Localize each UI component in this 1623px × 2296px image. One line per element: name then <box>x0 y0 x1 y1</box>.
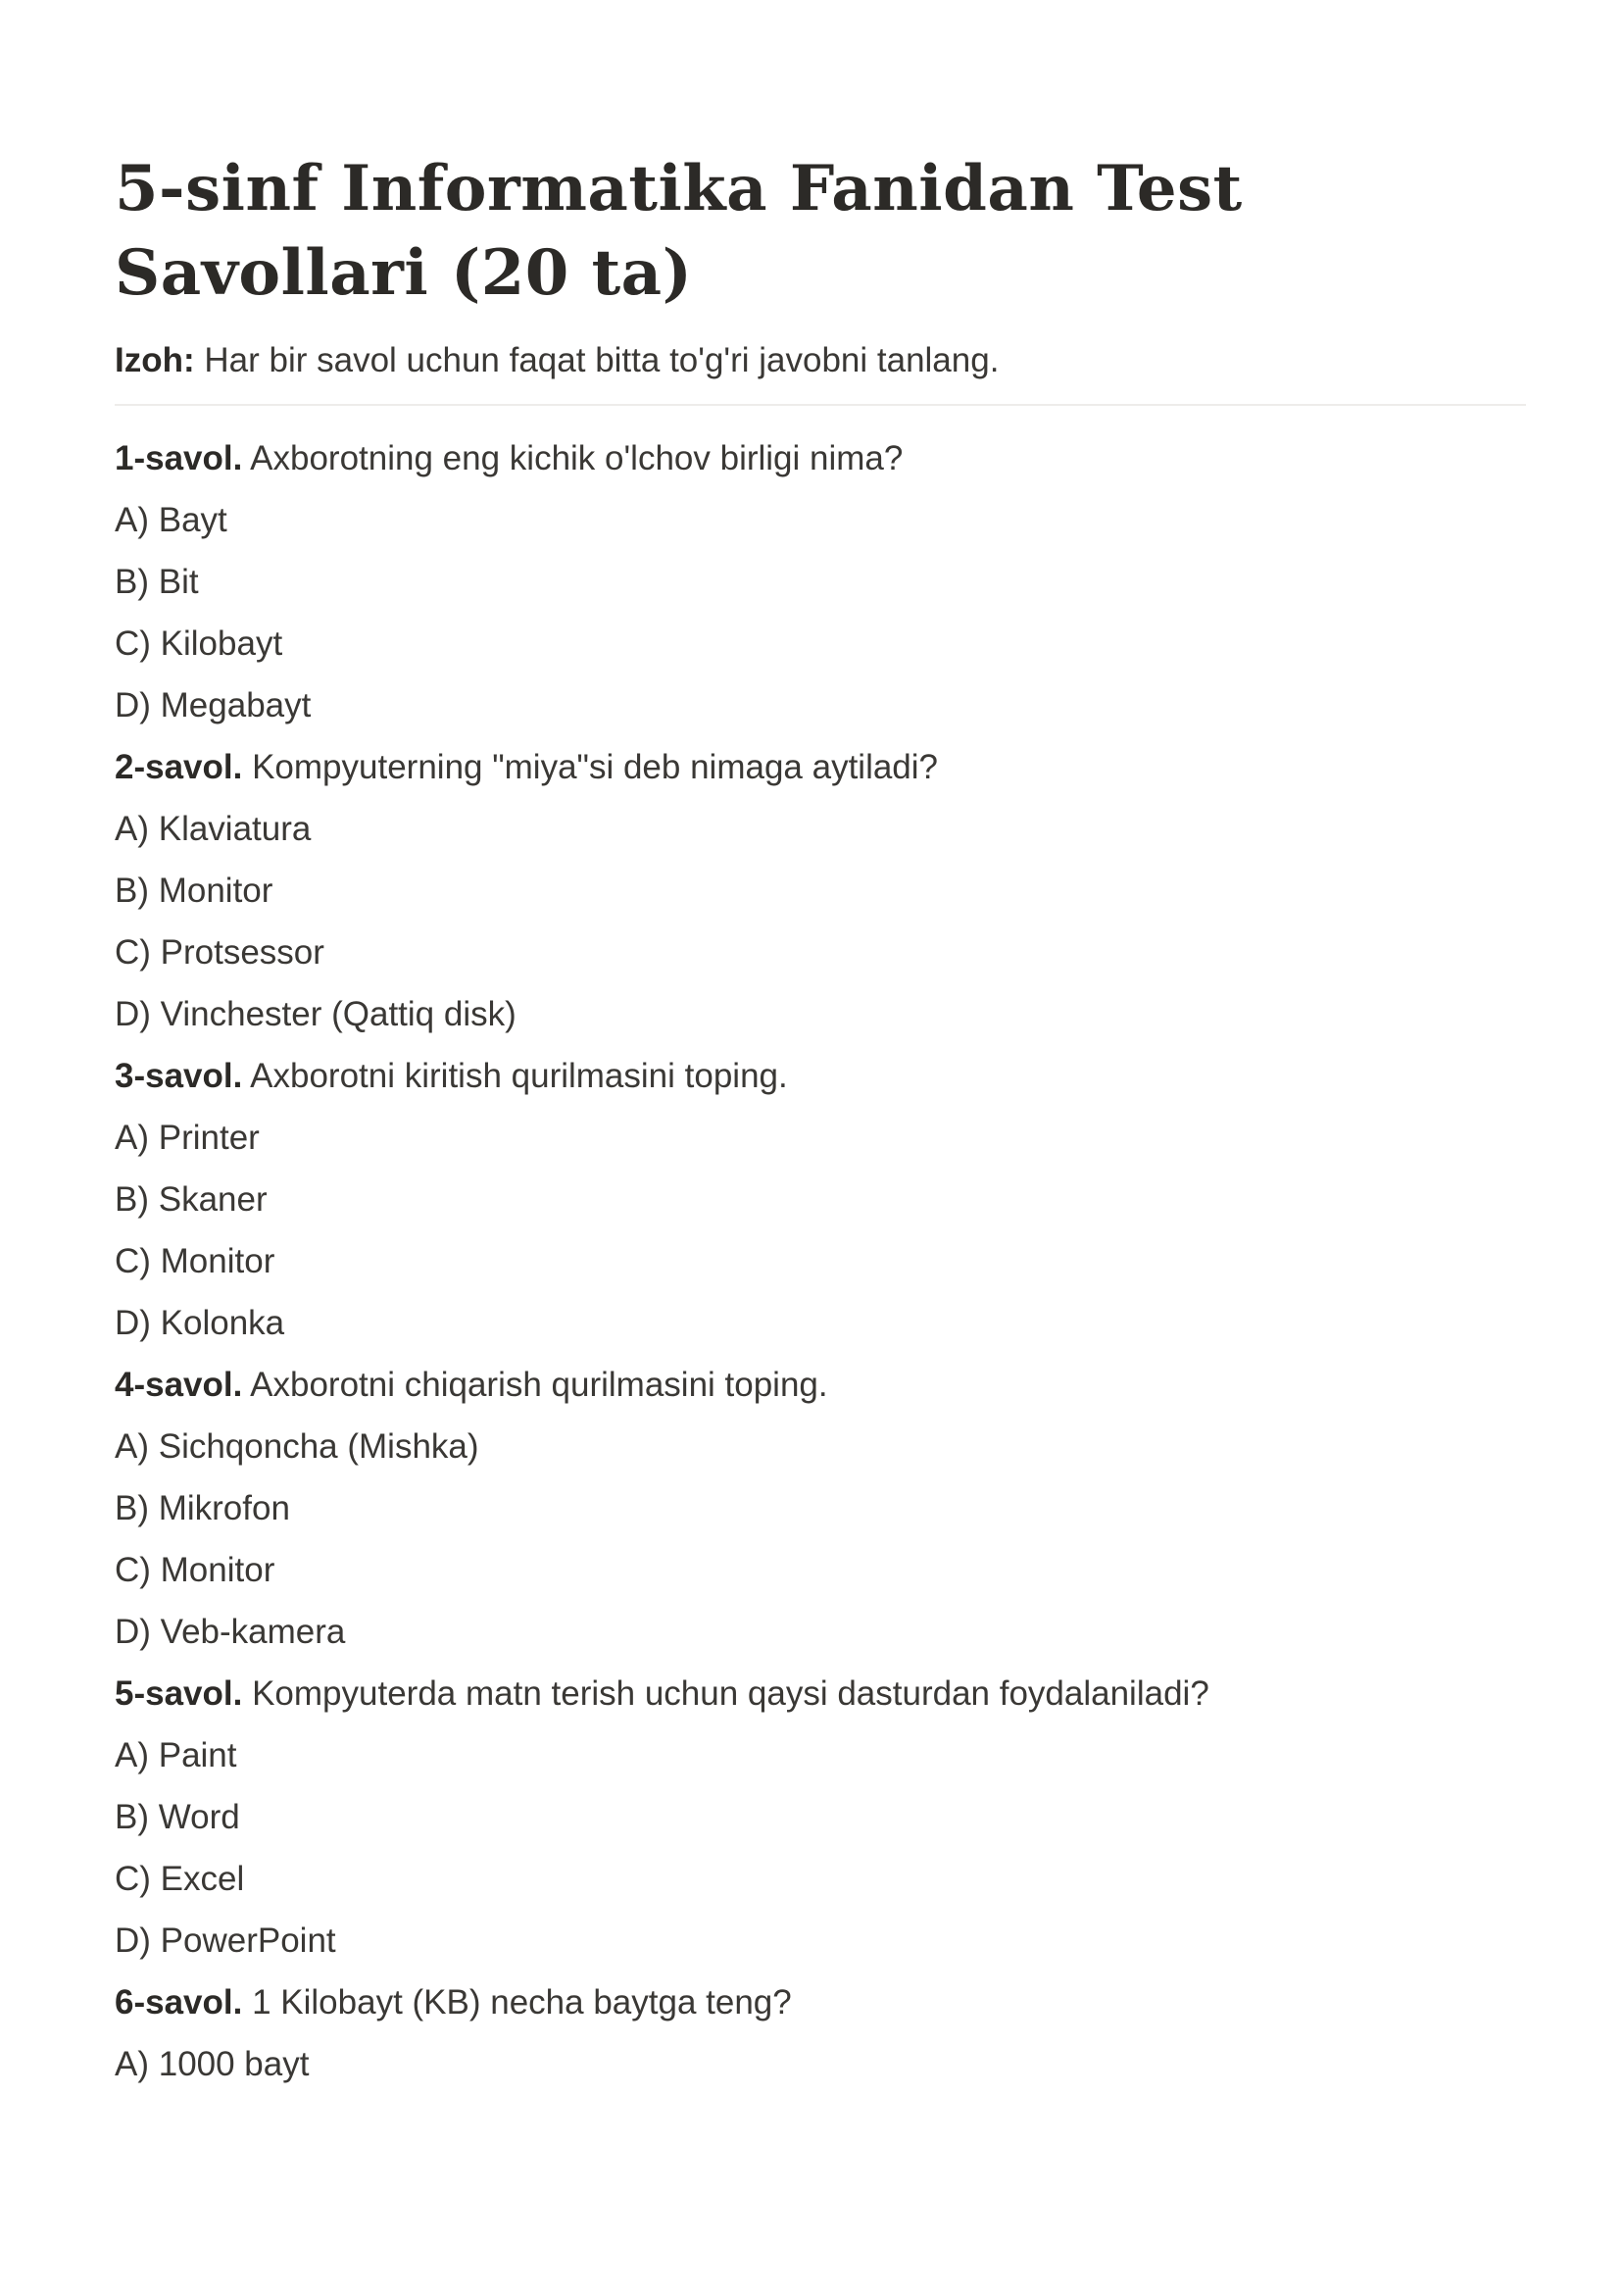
option-a: A) Paint <box>115 1736 237 1774</box>
option-a: A) 1000 bayt <box>115 2045 310 2083</box>
option-b: B) Mikrofon <box>115 1489 290 1527</box>
option-c: C) Excel <box>115 1860 245 1898</box>
question-1 <box>115 427 1526 489</box>
question-text: Axborotni chiqarish qurilmasini toping. <box>242 1366 828 1404</box>
option-c: C) Kilobayt <box>115 624 283 663</box>
option-c: C) Monitor <box>115 1551 275 1589</box>
option-c: C) Monitor <box>115 1242 275 1280</box>
option-a: A) Bayt <box>115 501 227 539</box>
question-6 <box>115 1972 1526 2033</box>
question-5 <box>115 1663 1526 1724</box>
option-d: D) Kolonka <box>115 1304 285 1342</box>
instruction-note <box>115 331 1526 390</box>
option-d: D) Megabayt <box>115 686 312 724</box>
option-a: A) Printer <box>115 1119 260 1157</box>
option-b: B) Monitor <box>115 872 273 910</box>
question-label: 1-savol. <box>115 439 243 477</box>
note-label: Izoh: <box>115 341 195 379</box>
question-text: 1 Kilobayt (KB) necha baytga teng? <box>242 1983 792 2021</box>
question-2 <box>115 736 1526 798</box>
question-3 <box>115 1045 1526 1107</box>
option-d: D) PowerPoint <box>115 1922 336 1960</box>
option-a: A) Sichqoncha (Mishka) <box>115 1427 479 1466</box>
option-d: D) Vinchester (Qattiq disk) <box>115 995 516 1033</box>
question-text: Axborotni kiritish qurilmasini toping. <box>242 1057 788 1095</box>
question-label: 4-savol. <box>115 1366 243 1404</box>
option-b: B) Skaner <box>115 1180 268 1219</box>
question-4 <box>115 1354 1526 1416</box>
question-label: 6-savol. <box>115 1983 243 2021</box>
question-text: Kompyuterda matn terish uchun qaysi dasturdan foydalaniladi? <box>242 1674 1209 1713</box>
option-b: B) Word <box>115 1798 240 1836</box>
page-title: 5-sinf Informatika Fanidan Test Savollari (20 ta) <box>115 152 1243 310</box>
question-text: Kompyuterning "miya"si deb nimaga aytiladi? <box>242 748 939 786</box>
note-text: Har bir savol uchun faqat bitta to'g'ri javobni tanlang. <box>194 341 1000 379</box>
option-d: D) Veb-kamera <box>115 1613 346 1651</box>
option-c: C) Protsessor <box>115 933 324 972</box>
divider <box>115 404 1526 406</box>
option-a: A) Klaviatura <box>115 810 312 848</box>
question-label: 2-savol. <box>115 748 243 786</box>
option-b: B) Bit <box>115 563 199 601</box>
question-list <box>115 427 1526 2095</box>
document-page <box>115 147 1526 2095</box>
question-label: 5-savol. <box>115 1674 243 1713</box>
question-label: 3-savol. <box>115 1057 243 1095</box>
question-text: Axborotning eng kichik o'lchov birligi nima? <box>242 439 904 477</box>
